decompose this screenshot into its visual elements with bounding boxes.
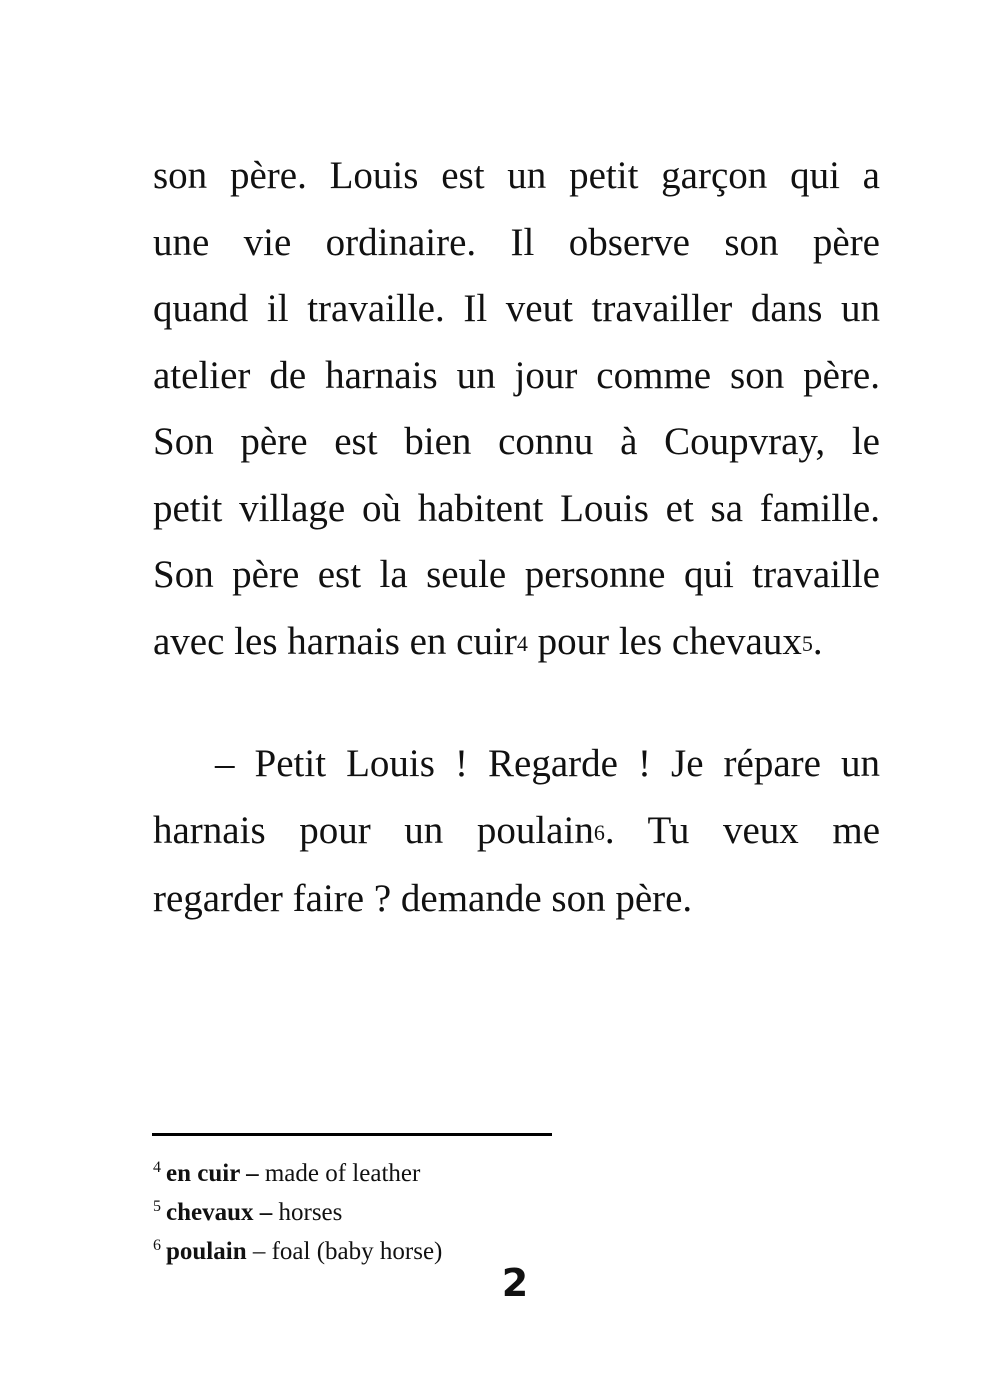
text-line [153,798,880,867]
footnote-definition: made of leather [264,1160,421,1187]
text-line: quand il travaille. Il veut travailler dans un [153,287,880,330]
footnote-definition: foal (baby horse) [271,1238,443,1265]
text-line: Son père est bien connu à Coupvray, le [153,420,880,463]
paragraph-2 [153,731,880,933]
text-line: une vie ordinaire. Il observe son père [153,220,880,264]
text-segment: pour les chevaux [527,619,802,663]
footnote-5 [153,1190,753,1229]
footnote-ref-6: 6 [593,819,605,845]
footnote-term: chevaux [166,1199,254,1226]
footnotes [153,1151,753,1268]
page-number: 2 [501,1261,529,1305]
footnote-number: 6 [153,1237,161,1254]
footnote-term: poulain [166,1238,247,1265]
footnote-separator-dash: – [246,1238,272,1265]
text-line: regarder faire ? demande son père. [153,877,693,920]
footnote-separator-dash: – [239,1160,265,1187]
footnote-separator [152,1133,552,1136]
footnote-number: 5 [153,1198,161,1215]
footnote-ref-5: 5 [801,630,813,656]
text-segment: . Tu veux me [604,808,881,852]
footnote-4 [153,1151,753,1190]
footnote-6 [153,1229,753,1268]
text-segment: harnais pour un poulain [153,808,594,852]
text-segment: . [812,619,823,663]
footnote-definition: horses [278,1199,343,1226]
text-line: Son père est la seule personne qui travaille [153,553,880,596]
text-line: atelier de harnais un jour comme son père. [153,353,880,397]
footnote-ref-4: 4 [516,630,528,656]
text-line: – Petit Louis ! Regarde ! Je répare un [215,742,880,785]
footnote-separator-dash: – [253,1199,279,1226]
text-line [153,609,880,678]
paragraph-1 [153,143,880,677]
text-line: petit village où habitent Louis et sa famille. [153,486,880,530]
text-segment: avec les harnais en cuir [153,619,517,663]
footnote-term: en cuir [166,1160,240,1187]
text-line: son père. Louis est un petit garçon qui a [153,154,880,197]
footnote-number: 4 [153,1159,161,1176]
